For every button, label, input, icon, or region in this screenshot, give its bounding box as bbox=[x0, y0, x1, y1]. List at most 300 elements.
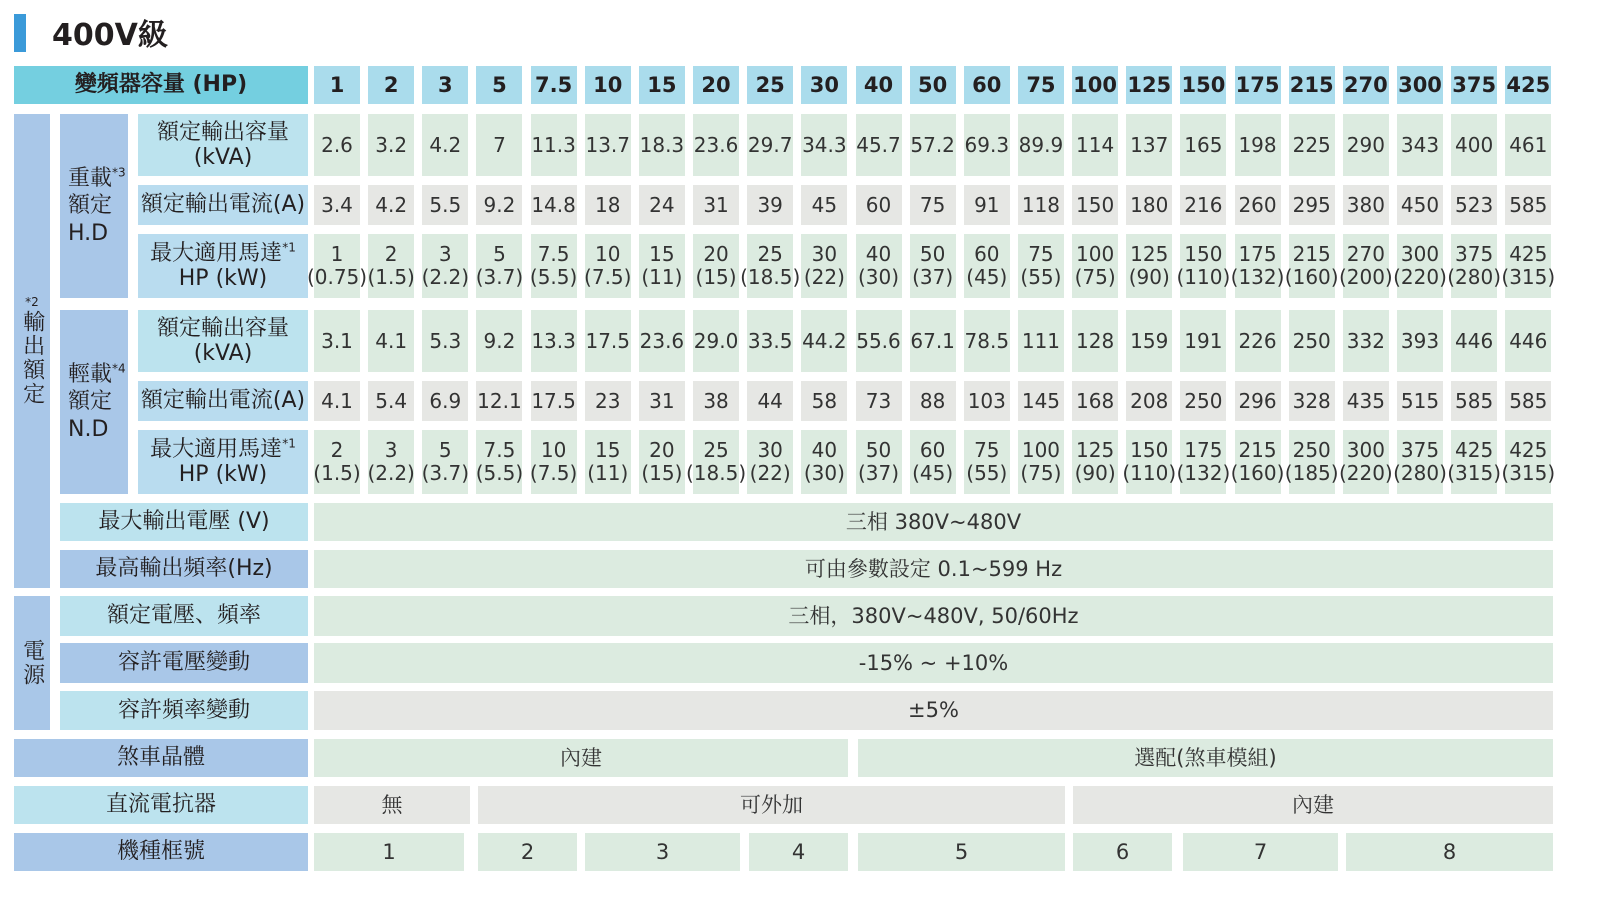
dc-reactor-external: 可外加 bbox=[478, 786, 1065, 824]
nd-value-line1 bbox=[595, 390, 620, 413]
hd-value: 114 bbox=[1076, 132, 1115, 157]
nd-group bbox=[60, 310, 128, 494]
hd-value: 7.5 bbox=[537, 242, 570, 266]
hd-value-cell bbox=[476, 185, 522, 225]
hd-value: 3.4 bbox=[321, 192, 353, 217]
nd-value: 73 bbox=[865, 388, 892, 413]
nd-value-cell bbox=[1451, 310, 1497, 372]
hd-value: 150 bbox=[1184, 242, 1223, 266]
nd-value-line1 bbox=[484, 439, 516, 462]
hd-value: 375 bbox=[1455, 242, 1494, 266]
hd-value-line2 bbox=[804, 266, 845, 289]
nd-value: 29.0 bbox=[693, 328, 739, 353]
hd-value-line1 bbox=[1019, 134, 1064, 157]
nd-value-line1 bbox=[965, 330, 1010, 353]
nd-value: 67.1 bbox=[910, 328, 955, 353]
hd-value-cell bbox=[368, 234, 414, 298]
hp-header-cell: 150 bbox=[1180, 66, 1226, 104]
hd-value-cell bbox=[1393, 234, 1447, 298]
hd-value-line1 bbox=[1238, 243, 1276, 266]
hd-value-kw: (15) bbox=[695, 265, 737, 289]
nd-value-cell bbox=[422, 430, 468, 494]
nd-value: 125 bbox=[1076, 438, 1115, 462]
nd-value-line1 bbox=[1293, 390, 1331, 413]
nd-value-cell bbox=[1289, 381, 1335, 421]
nd-value-kw: (220) bbox=[1338, 461, 1393, 485]
nd-value-cell bbox=[476, 430, 522, 494]
nd-value-cell bbox=[1397, 381, 1443, 421]
frame-cell: 1 bbox=[314, 833, 464, 871]
hd-value: 118 bbox=[1021, 192, 1061, 217]
hd-value: 3.2 bbox=[375, 132, 408, 157]
nd-value-line1 bbox=[1022, 330, 1060, 353]
nd-value: 9.2 bbox=[483, 328, 516, 353]
nd-value-line1 bbox=[429, 330, 461, 353]
hd-value-line1 bbox=[595, 194, 620, 217]
nd-value-line1 bbox=[1347, 439, 1385, 462]
nd-value-line1 bbox=[1076, 390, 1114, 413]
hd-value-line2 bbox=[696, 266, 737, 289]
hd-value: 40 bbox=[865, 242, 892, 266]
nd-value-line1 bbox=[1455, 330, 1493, 353]
hd-value-line1 bbox=[538, 243, 570, 266]
nd-value-line1 bbox=[1401, 390, 1439, 413]
nd-value-line2 bbox=[1393, 462, 1447, 485]
hd-value-line1 bbox=[1455, 194, 1493, 217]
hd-value-line1 bbox=[1455, 243, 1493, 266]
hd-value: 18.3 bbox=[639, 132, 685, 157]
hd-value-line1 bbox=[585, 134, 630, 157]
hd-value-line2 bbox=[1501, 266, 1555, 289]
hd-value: 31 bbox=[703, 192, 729, 217]
nd-value: 12.1 bbox=[477, 388, 522, 413]
hd-value: 60 bbox=[974, 242, 1000, 266]
hd-value: 100 bbox=[1076, 242, 1115, 266]
hd-label-l2: 額定 bbox=[68, 193, 113, 219]
hd-value-kw: (110) bbox=[1176, 265, 1231, 289]
nd-value-cell bbox=[314, 381, 360, 421]
nd-value-cell bbox=[639, 381, 685, 421]
nd-value-line1 bbox=[812, 439, 837, 462]
nd-value-cell bbox=[910, 430, 956, 494]
hd-value: 15 bbox=[649, 242, 675, 266]
nd-value: 393 bbox=[1400, 328, 1440, 353]
hd-value: 25 bbox=[757, 242, 783, 266]
nd-value-line1 bbox=[1509, 439, 1547, 462]
hd-value-cell bbox=[1018, 234, 1064, 298]
hd-value-cell bbox=[964, 114, 1010, 176]
hd-value-line1 bbox=[965, 134, 1010, 157]
hp-header-cell: 60 bbox=[964, 66, 1010, 104]
hd-row-note: *1 bbox=[282, 240, 296, 255]
nd-value: 17.5 bbox=[585, 328, 631, 353]
hd-value-cell bbox=[422, 114, 468, 176]
hd-value-cell bbox=[964, 234, 1010, 298]
hd-label-l3: H.D bbox=[68, 220, 109, 246]
brake-label: 煞車晶體 bbox=[14, 739, 308, 777]
hd-value: 125 bbox=[1130, 242, 1169, 266]
nd-value: 159 bbox=[1130, 328, 1169, 353]
hd-value-line1 bbox=[484, 194, 516, 217]
nd-value-kw: (45) bbox=[912, 461, 954, 485]
hd-value-cell bbox=[910, 234, 956, 298]
nd-value-cell bbox=[585, 310, 631, 372]
nd-value-line1 bbox=[1293, 330, 1331, 353]
nd-value-cell bbox=[685, 430, 747, 494]
nd-value: 332 bbox=[1346, 328, 1385, 353]
nd-value-cell bbox=[1230, 430, 1285, 494]
power-group-label: 電源 bbox=[19, 639, 45, 687]
nd-value-line2 bbox=[1501, 462, 1555, 485]
nd-value-cell bbox=[964, 381, 1010, 421]
nd-value-line1 bbox=[321, 390, 353, 413]
nd-value-line1 bbox=[375, 390, 407, 413]
nd-value: 44 bbox=[757, 388, 783, 413]
nd-value-line1 bbox=[649, 390, 674, 413]
nd-value-kw: (75) bbox=[1020, 461, 1062, 485]
nd-value: 4.1 bbox=[375, 328, 408, 353]
hd-value-kw: (11) bbox=[641, 265, 683, 289]
frame-cell: 8 bbox=[1346, 833, 1553, 871]
nd-value: 515 bbox=[1400, 388, 1440, 413]
hd-group bbox=[60, 114, 128, 298]
nd-value-line2 bbox=[1075, 462, 1116, 485]
hd-value-kw: (315) bbox=[1501, 265, 1556, 289]
nd-value-cell bbox=[1505, 310, 1551, 372]
nd-value-line1 bbox=[802, 330, 847, 353]
nd-value: 2 bbox=[330, 438, 344, 462]
hd-value-line2 bbox=[912, 266, 953, 289]
hd-value: 165 bbox=[1184, 132, 1223, 157]
hd-value-cell bbox=[422, 185, 468, 225]
hd-value: 216 bbox=[1184, 192, 1223, 217]
nd-value-line1 bbox=[531, 330, 576, 353]
rated-voltage-value: 三相，380V~480V, 50/60Hz bbox=[314, 596, 1553, 636]
nd-value: 31 bbox=[649, 388, 675, 413]
nd-value-cell bbox=[856, 430, 902, 494]
hd-value-line1 bbox=[1509, 194, 1547, 217]
frame-cell: 3 bbox=[585, 833, 740, 871]
hd-value-kw: (3.7) bbox=[475, 265, 524, 289]
hd-value: 180 bbox=[1130, 192, 1169, 217]
nd-row-label-line1 bbox=[141, 388, 305, 413]
hd-value-line1 bbox=[321, 194, 353, 217]
nd-value-line2 bbox=[1339, 462, 1393, 485]
nd-value-line2 bbox=[530, 462, 577, 485]
hd-label-line1 bbox=[68, 165, 126, 193]
hd-value: 89.9 bbox=[1018, 132, 1064, 157]
hd-value-line1 bbox=[1509, 243, 1547, 266]
voltage-variation-label: 容許電壓變動 bbox=[60, 643, 308, 683]
hd-value-kw: (200) bbox=[1338, 265, 1393, 289]
hd-value: 523 bbox=[1455, 192, 1494, 217]
hd-value-kw: (1.5) bbox=[367, 265, 415, 289]
hd-value-line1 bbox=[1293, 194, 1331, 217]
hd-value: 137 bbox=[1130, 132, 1169, 157]
hd-value-cell bbox=[531, 114, 577, 176]
nd-value-cell bbox=[1126, 381, 1172, 421]
hd-value-line1 bbox=[812, 194, 837, 217]
nd-value: 75 bbox=[974, 438, 1000, 462]
hd-value-kw: (30) bbox=[857, 265, 900, 289]
hd-value-cell bbox=[314, 185, 360, 225]
brake-optional: 選配(煞車模組) bbox=[858, 739, 1553, 777]
nd-row-label-text: 額定輸出電流(A) bbox=[140, 388, 306, 414]
voltage-variation-value: -15% ~ +10% bbox=[314, 643, 1553, 683]
hd-value-cell bbox=[801, 234, 847, 298]
hd-value-line2 bbox=[476, 266, 523, 289]
nd-value-cell bbox=[1451, 381, 1497, 421]
hd-value-kw: (2.2) bbox=[421, 265, 470, 289]
hd-row-label-line1 bbox=[157, 120, 289, 145]
hd-value-cell bbox=[1505, 185, 1551, 225]
nd-value-kw: (132) bbox=[1176, 461, 1231, 485]
nd-value-line2 bbox=[804, 462, 845, 485]
hd-value: 461 bbox=[1509, 132, 1548, 157]
hd-value-line1 bbox=[375, 134, 407, 157]
nd-value-line1 bbox=[1076, 330, 1114, 353]
hd-value-line1 bbox=[649, 194, 674, 217]
hd-value-line1 bbox=[757, 243, 782, 266]
hd-value-cell bbox=[1338, 234, 1393, 298]
nd-value-cell bbox=[910, 310, 956, 372]
hd-value: 23.6 bbox=[693, 132, 739, 157]
nd-value-cell bbox=[422, 381, 468, 421]
hd-label-line2 bbox=[68, 192, 112, 220]
nd-value-line1 bbox=[757, 390, 782, 413]
hd-value-line1 bbox=[1028, 243, 1053, 266]
max-freq-label: 最高輸出頻率(Hz) bbox=[60, 550, 308, 588]
nd-value-line1 bbox=[703, 390, 728, 413]
dc-reactor-none: 無 bbox=[314, 786, 470, 824]
hd-value-line2 bbox=[1075, 266, 1116, 289]
nd-label-l1: 輕載 bbox=[68, 361, 113, 387]
nd-value-line2 bbox=[1447, 462, 1501, 485]
nd-value-line2 bbox=[1177, 462, 1231, 485]
nd-value-line1 bbox=[1184, 330, 1222, 353]
hd-value: 270 bbox=[1346, 242, 1385, 266]
nd-value-cell bbox=[801, 310, 847, 372]
nd-value-line1 bbox=[1509, 330, 1547, 353]
hd-value: 10 bbox=[595, 242, 621, 266]
hd-value-line1 bbox=[1347, 243, 1385, 266]
nd-value-line1 bbox=[385, 439, 398, 462]
nd-row-label bbox=[138, 430, 308, 494]
nd-value-cell bbox=[1180, 381, 1226, 421]
hd-value: 380 bbox=[1346, 192, 1385, 217]
nd-value-cell bbox=[585, 430, 631, 494]
nd-value-kw: (30) bbox=[803, 461, 845, 485]
nd-note: *4 bbox=[112, 361, 126, 376]
hd-row-label-line1 bbox=[141, 192, 305, 217]
hd-value-line1 bbox=[757, 194, 782, 217]
nd-value-line2 bbox=[858, 462, 899, 485]
hd-row-label-text: 最大適用馬達 bbox=[150, 240, 283, 266]
hp-header-cell: 75 bbox=[1018, 66, 1064, 104]
hd-value: 4.2 bbox=[429, 132, 462, 157]
hd-value-line1 bbox=[974, 243, 999, 266]
nd-value-line1 bbox=[748, 330, 793, 353]
hd-value-line1 bbox=[1347, 194, 1385, 217]
nd-value-line1 bbox=[477, 390, 522, 413]
hd-value-cell bbox=[1072, 114, 1118, 176]
hd-value-cell bbox=[740, 234, 801, 298]
nd-value-cell bbox=[476, 381, 522, 421]
hd-value-cell bbox=[964, 185, 1010, 225]
hd-value-cell bbox=[531, 185, 577, 225]
hd-value: 9.2 bbox=[483, 192, 516, 217]
nd-value-cell bbox=[314, 310, 360, 372]
hd-value: 2 bbox=[384, 242, 398, 266]
nd-value: 3.1 bbox=[321, 328, 353, 353]
hd-value-cell bbox=[910, 185, 956, 225]
nd-value: 585 bbox=[1455, 388, 1494, 413]
hd-value-line1 bbox=[974, 194, 999, 217]
hd-value-cell bbox=[368, 114, 414, 176]
nd-value-cell bbox=[1447, 430, 1502, 494]
max-voltage-value: 三相 380V~480V bbox=[314, 503, 1553, 541]
nd-value-cell bbox=[910, 381, 956, 421]
hd-value: 30 bbox=[811, 242, 838, 266]
hd-value-line1 bbox=[321, 134, 353, 157]
nd-value-line1 bbox=[694, 330, 739, 353]
hd-value: 11.3 bbox=[531, 132, 576, 157]
hd-value-cell bbox=[314, 114, 360, 176]
nd-value-line2 bbox=[313, 462, 360, 485]
hd-value: 400 bbox=[1455, 132, 1494, 157]
hp-header-cell: 30 bbox=[801, 66, 847, 104]
nd-value-cell bbox=[693, 381, 739, 421]
hd-value: 425 bbox=[1509, 242, 1548, 266]
capacity-header: 變頻器容量 (HP) bbox=[14, 66, 308, 104]
hd-value-line1 bbox=[493, 243, 506, 266]
hd-value-cell bbox=[1284, 234, 1339, 298]
hd-value-line1 bbox=[429, 134, 461, 157]
nd-value-cell bbox=[1018, 430, 1064, 494]
hd-value-line1 bbox=[1509, 134, 1547, 157]
nd-row-label bbox=[138, 381, 308, 421]
nd-value-line1 bbox=[484, 330, 516, 353]
hd-value-kw: (45) bbox=[966, 265, 1008, 289]
hd-value-cell bbox=[1235, 185, 1281, 225]
hd-value-cell bbox=[1072, 234, 1118, 298]
hd-value-cell bbox=[910, 114, 956, 176]
nd-value-cell bbox=[1018, 381, 1064, 421]
power-group bbox=[14, 596, 50, 730]
nd-value-cell bbox=[1126, 310, 1172, 372]
nd-row-note: *1 bbox=[282, 436, 296, 451]
nd-label-line3 bbox=[68, 416, 108, 444]
nd-value-line1 bbox=[1401, 330, 1439, 353]
hd-value-line2 bbox=[1447, 266, 1501, 289]
hd-value: 300 bbox=[1400, 242, 1440, 266]
hd-value-line1 bbox=[531, 134, 576, 157]
nd-value-line2 bbox=[750, 462, 791, 485]
hd-value-line1 bbox=[1401, 243, 1439, 266]
nd-value-line1 bbox=[1293, 439, 1331, 462]
nd-value: 58 bbox=[811, 388, 838, 413]
hd-value: 260 bbox=[1238, 192, 1277, 217]
title-accent-bar bbox=[14, 14, 26, 52]
nd-value-line1 bbox=[1022, 390, 1060, 413]
max-voltage-label: 最大輸出電壓 (V) bbox=[60, 503, 308, 541]
nd-value-line1 bbox=[439, 439, 452, 462]
hd-row-label-text: 額定輸出容量 bbox=[156, 119, 289, 145]
hd-value-line1 bbox=[1076, 243, 1114, 266]
nd-value-kw: (37) bbox=[857, 461, 900, 485]
hd-value-line1 bbox=[910, 134, 955, 157]
hd-value-line1 bbox=[748, 134, 793, 157]
nd-value-cell bbox=[856, 381, 902, 421]
hp-header-cell: 50 bbox=[910, 66, 956, 104]
nd-value: 44.2 bbox=[802, 328, 847, 353]
hd-value-line1 bbox=[595, 243, 620, 266]
hd-value-line1 bbox=[920, 243, 945, 266]
nd-value: 585 bbox=[1509, 388, 1548, 413]
hp-header-cell: 300 bbox=[1397, 66, 1443, 104]
nd-value-kw: (22) bbox=[749, 461, 791, 485]
page-title: 400V級 bbox=[52, 18, 168, 53]
nd-value-cell bbox=[368, 381, 414, 421]
hd-value-line2 bbox=[1285, 266, 1339, 289]
hd-value-cell bbox=[306, 234, 368, 298]
hd-value-line1 bbox=[1184, 134, 1222, 157]
nd-value-line1 bbox=[331, 439, 344, 462]
hd-value: 175 bbox=[1238, 242, 1277, 266]
nd-value-line1 bbox=[1455, 439, 1493, 462]
hd-value-line1 bbox=[1184, 194, 1222, 217]
nd-value-line1 bbox=[1184, 439, 1222, 462]
nd-value-cell bbox=[693, 310, 739, 372]
nd-value-line1 bbox=[1238, 330, 1276, 353]
hp-header-cell: 125 bbox=[1126, 66, 1172, 104]
hd-row-label-unit: (kVA) bbox=[193, 145, 253, 170]
hp-header-cell: 100 bbox=[1072, 66, 1118, 104]
nd-value-line2 bbox=[966, 462, 1007, 485]
nd-value: 38 bbox=[703, 388, 729, 413]
hd-value-cell bbox=[1230, 234, 1285, 298]
nd-value-kw: (5.5) bbox=[475, 461, 524, 485]
hd-value-cell bbox=[422, 234, 468, 298]
nd-value-line2 bbox=[476, 462, 523, 485]
nd-row-label-unit: (kVA) bbox=[193, 341, 253, 366]
nd-value-line1 bbox=[866, 390, 891, 413]
hd-value: 215 bbox=[1292, 242, 1331, 266]
nd-value-kw: (90) bbox=[1074, 461, 1116, 485]
nd-value-line1 bbox=[429, 390, 461, 413]
hp-header-cell: 175 bbox=[1235, 66, 1281, 104]
hd-value-kw: (5.5) bbox=[529, 265, 578, 289]
hd-value-line1 bbox=[1130, 243, 1168, 266]
hd-value-line1 bbox=[1293, 243, 1331, 266]
hd-value-kw: (0.75) bbox=[306, 265, 368, 289]
hd-value-cell bbox=[1289, 114, 1335, 176]
nd-value-line1 bbox=[649, 439, 674, 462]
hd-value-line1 bbox=[1130, 194, 1168, 217]
nd-value-cell bbox=[314, 430, 360, 494]
hp-header-cell: 3 bbox=[422, 66, 468, 104]
hd-value: 290 bbox=[1346, 132, 1385, 157]
output-rating-label: 輸出額定 bbox=[19, 309, 45, 406]
hd-value-line1 bbox=[866, 243, 891, 266]
hd-value-line2 bbox=[422, 266, 469, 289]
nd-value: 191 bbox=[1184, 328, 1223, 353]
hd-value-kw: (75) bbox=[1074, 265, 1116, 289]
hd-value-line1 bbox=[1076, 194, 1114, 217]
hd-row-label-unit: HP (kW) bbox=[178, 266, 268, 291]
nd-value: 5 bbox=[438, 438, 452, 462]
hd-value-line1 bbox=[812, 243, 837, 266]
